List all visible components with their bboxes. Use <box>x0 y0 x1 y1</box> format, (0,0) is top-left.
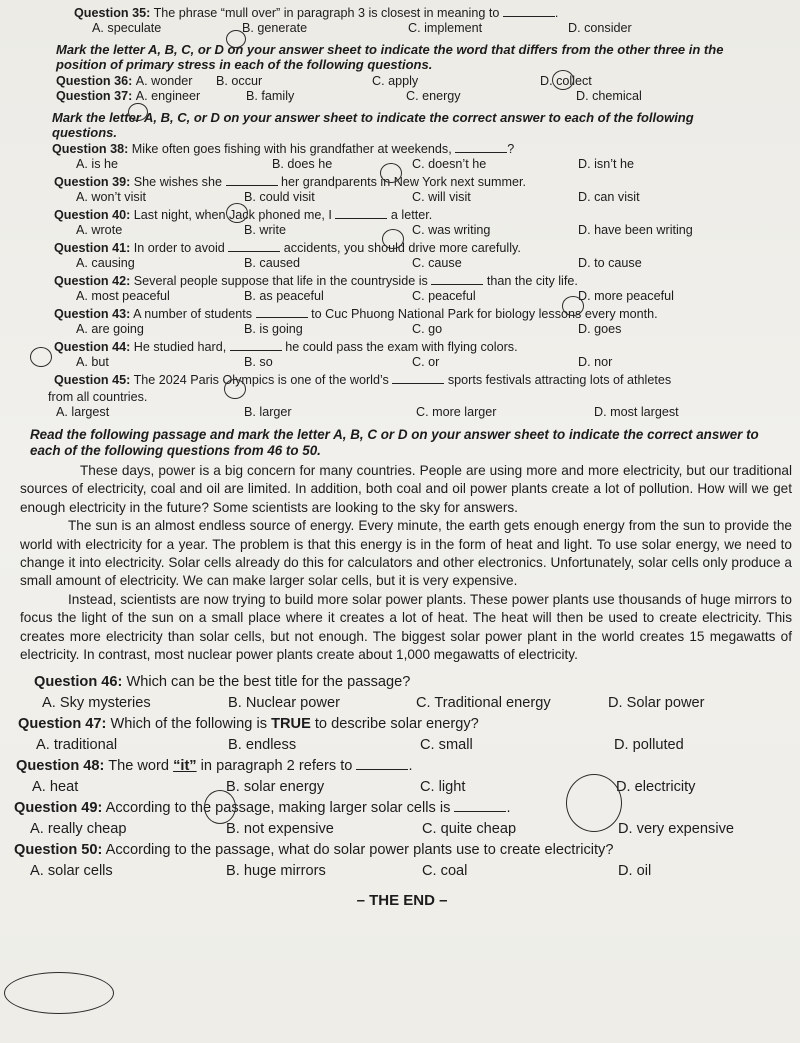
question-text: He studied hard, <box>133 340 227 354</box>
option-d: D. goes <box>578 322 622 336</box>
question-text-tail: he could pass the exam with flying colors. <box>285 340 518 354</box>
question-number: Question 38: <box>52 142 129 156</box>
option-a: A. speculate <box>92 21 162 35</box>
option-b: B. Nuclear power <box>228 695 340 712</box>
question-text-tail: to describe solar energy? <box>314 716 479 733</box>
question-number: Question 43: <box>54 307 131 321</box>
option-d: D. electricity <box>616 779 696 796</box>
option-c: C. quite cheap <box>422 821 517 838</box>
option-d: D. have been writing <box>578 223 693 237</box>
answer-blank <box>230 341 282 351</box>
option-a: A. is he <box>76 157 118 171</box>
reading-passage <box>20 462 792 664</box>
question-text: Which can be the best title for the passage? <box>126 674 411 691</box>
options-50 <box>30 860 790 882</box>
answer-blank <box>226 176 278 186</box>
option-a: A. largest <box>56 405 110 419</box>
options-38 <box>76 157 790 172</box>
options-40 <box>76 223 790 238</box>
option-b: B. generate <box>242 21 308 35</box>
option-a: A. wrote <box>76 223 123 237</box>
options-47 <box>36 734 790 756</box>
option-d: D. more peaceful <box>578 289 674 303</box>
question-text-tail: to Cuc Phuong National Park for biology lessons every month. <box>311 307 658 321</box>
pen-circle-mark <box>380 163 402 183</box>
question-37 <box>56 89 790 104</box>
option-d: D. very expensive <box>618 821 734 838</box>
option-c: C. will visit <box>412 190 471 204</box>
option-b: B. occur <box>216 74 263 88</box>
question-number: Question 46: <box>34 674 123 691</box>
question-text: Which of the following is <box>110 716 268 733</box>
pen-circle-mark <box>224 379 246 399</box>
question-text: Last night, when Jack phoned me, I <box>133 208 332 222</box>
instruction-stress: Mark the letter A, B, C, or D on your answer sheet to indicate the word that differs from the other three in the position of primary stress in each of the following questions. <box>56 42 724 72</box>
answer-blank <box>431 275 483 285</box>
options-41 <box>76 256 790 271</box>
pen-circle-mark <box>226 203 248 223</box>
question-text: According to the passage, making larger solar cells is <box>105 800 451 817</box>
question-text: A number of students <box>133 307 253 321</box>
question-number: Question 40: <box>54 208 131 222</box>
answer-blank <box>335 209 387 219</box>
question-text-tail: a letter. <box>390 208 433 222</box>
option-c: C. peaceful <box>412 289 476 303</box>
question-42 <box>54 274 790 289</box>
option-a: A. Sky mysteries <box>42 695 151 712</box>
instruction-correct-answer: Mark the letter A, B, C, or D on your answer sheet to indicate the correct answer to each of the following questions. <box>52 110 694 140</box>
option-b: B. is going <box>244 322 303 336</box>
question-number: Question 39: <box>54 175 131 189</box>
option-a: A. traditional <box>36 737 118 754</box>
question-44 <box>54 340 790 355</box>
question-number: Question 45: <box>54 373 131 387</box>
option-b: B. solar energy <box>226 779 325 796</box>
answer-blank <box>455 143 507 153</box>
option-a: A. causing <box>76 256 135 270</box>
option-a: A. really cheap <box>30 821 127 838</box>
option-d: D. isn’t he <box>578 157 634 171</box>
option-a: A. but <box>76 355 109 369</box>
option-a: A. wonder <box>135 74 193 88</box>
reading-questions <box>14 672 790 909</box>
question-text: Several people suppose that life in the countryside is <box>133 274 428 288</box>
options-42 <box>76 289 790 304</box>
question-text: She wishes she <box>133 175 222 189</box>
options-44 <box>76 355 790 370</box>
question-43 <box>54 307 790 322</box>
option-b: B. as peaceful <box>244 289 324 303</box>
answer-blank <box>256 308 308 318</box>
pen-circle-mark <box>30 347 52 367</box>
option-d: D. can visit <box>578 190 640 204</box>
option-c: C. implement <box>408 21 483 35</box>
pen-circle-mark <box>226 30 246 48</box>
question-number: Question 36: <box>56 74 133 88</box>
question-number: Question 41: <box>54 241 131 255</box>
question-text: In order to avoid <box>133 241 225 255</box>
option-a: A. most peaceful <box>76 289 170 303</box>
option-c: C. doesn’t he <box>412 157 487 171</box>
question-text: The phrase “mull over” in paragraph 3 is closest in meaning to <box>153 6 500 20</box>
question-text: The 2024 Paris Olympics is one of the world’s <box>133 373 389 387</box>
option-b: B. huge mirrors <box>226 863 326 880</box>
option-b: B. so <box>244 355 273 369</box>
options-39 <box>76 190 790 205</box>
option-c: C. Traditional energy <box>416 695 551 712</box>
option-c: C. more larger <box>416 405 497 419</box>
pen-circle-mark <box>128 103 148 121</box>
option-d: D. polluted <box>614 737 684 754</box>
option-c: C. go <box>412 322 443 336</box>
pen-circle-mark <box>204 790 236 824</box>
option-c: C. coal <box>422 863 468 880</box>
option-c: C. cause <box>412 256 462 270</box>
answer-blank <box>228 242 280 252</box>
question-number: Question 44: <box>54 340 131 354</box>
question-41 <box>54 241 790 256</box>
question-emphasis: TRUE <box>271 716 311 733</box>
question-number: Question 47: <box>18 716 107 733</box>
question-48: Question 48: The word “it” in paragraph 2 refers to . <box>16 758 413 775</box>
question-39 <box>54 175 790 190</box>
option-b: B. does he <box>272 157 333 171</box>
options-48 <box>32 776 790 798</box>
answer-blank <box>454 802 506 812</box>
option-b: B. larger <box>244 405 292 419</box>
question-number: Question 49: <box>14 800 103 817</box>
question-38 <box>52 142 790 157</box>
question-number: Question 35: <box>74 6 151 20</box>
pen-circle-mark <box>4 972 114 1014</box>
question-text: The word <box>108 758 170 775</box>
option-b: B. caused <box>244 256 301 270</box>
option-c: C. small <box>420 737 473 754</box>
question-text-tail: her grandparents in New York next summer. <box>281 175 527 189</box>
option-a: A. heat <box>32 779 79 796</box>
question-text-tail: sports festivals attracting lots of athletes <box>447 373 672 387</box>
question-35: Question 35: The phrase “mull over” in paragraph 3 is closest in meaning to . <box>74 6 559 20</box>
question-49: Question 49: According to the passage, making larger solar cells is . <box>14 800 511 817</box>
pen-circle-mark <box>382 229 404 249</box>
option-d: D. nor <box>578 355 613 369</box>
passage-paragraph-3: Instead, scientists are now trying to build more solar power plants. These power plants use thousands of huge mirrors to focus the light of the sun on a small place where it creates a lot of heat. The heat will then be used to create electricity. This creates more electricity than solar cells, but not enough. The biggest solar power plant in the world creates 15 megawatts of electricity. In contrast, most nuclear power plants create about 1,000 megawatts of electricity. <box>20 591 792 663</box>
option-b: B. write <box>244 223 286 237</box>
option-a: A. won’t visit <box>76 190 146 204</box>
question-40 <box>54 208 790 223</box>
question-text-tail: in paragraph 2 refers to <box>200 758 353 775</box>
pen-circle-mark <box>562 296 584 316</box>
question-text-tail: than the city life. <box>486 274 578 288</box>
passage-paragraph-1: These days, power is a big concern for many countries. People are using more and more electricity, but our traditional sources of electricity, coal and oil are limited. In addition, both coal and oil power plants create a lot of pollution. How will we get enough electricity in the future? Some scientists are looking to the sky for answers. <box>20 463 792 515</box>
option-d: D. Solar power <box>608 695 705 712</box>
question-45 <box>54 373 790 388</box>
passage-paragraph-2: The sun is an almost endless source of energy. Every minute, the earth gets enough energy from the sun to provide the world with electricity for a year. The problem is that this energy is in the form of heat and light. To use solar energy, we need to change it into electricity. Solar cells already do this for calculators and other electronics. Unfortunately, solar cells only produce a small amount of electricity. We can make larger solar cells, but it is very expensive. <box>20 518 792 589</box>
option-b: B. endless <box>228 737 297 754</box>
option-c: C. or <box>412 355 440 369</box>
pen-circle-mark <box>552 70 574 90</box>
question-emphasis: “it” <box>173 758 197 775</box>
question-number: Question 37: <box>56 89 133 103</box>
question-number: Question 48: <box>16 758 105 775</box>
option-d: D. consider <box>568 21 632 35</box>
question-46 <box>34 672 790 692</box>
question-text: According to the passage, what do solar power plants use to create electricity? <box>105 842 614 859</box>
options-43 <box>76 322 790 337</box>
question-number: Question 42: <box>54 274 131 288</box>
question-36 <box>56 74 790 89</box>
question-50 <box>14 840 790 860</box>
option-d: D. chemical <box>576 89 642 103</box>
answer-blank <box>356 760 408 770</box>
option-a: A. engineer <box>135 89 201 103</box>
option-d: D. collect <box>540 74 592 88</box>
end-marker: – THE END – <box>356 892 448 910</box>
option-d: D. most largest <box>594 405 679 419</box>
question-47 <box>18 714 790 734</box>
option-c: C. apply <box>372 74 419 88</box>
question-text: Mike often goes fishing with his grandfather at weekends, <box>131 142 452 156</box>
option-c: C. energy <box>406 89 461 103</box>
answer-blank <box>503 7 555 17</box>
option-a: A. are going <box>76 322 144 336</box>
option-b: B. family <box>246 89 295 103</box>
option-c: C. was writing <box>412 223 491 237</box>
question-text-line2: from all countries. <box>48 390 148 404</box>
options-45 <box>56 405 790 420</box>
option-d: D. oil <box>618 863 652 880</box>
question-text-tail: accidents, you should drive more carefully. <box>283 241 521 255</box>
option-a: A. solar cells <box>30 863 113 880</box>
option-b: B. not expensive <box>226 821 334 838</box>
question-number: Question 50: <box>14 842 103 859</box>
pen-circle-mark <box>566 774 622 832</box>
options-46 <box>42 692 790 714</box>
instruction-reading: Read the following passage and mark the letter A, B, C or D on your answer sheet to indicate the correct answer to each of the following questions from 46 to 50. <box>30 427 759 458</box>
answer-blank <box>392 374 444 384</box>
option-c: C. light <box>420 779 466 796</box>
question-text-tail: ? <box>507 142 515 156</box>
options-49 <box>30 818 790 840</box>
option-b: B. could visit <box>244 190 315 204</box>
options-35 <box>92 21 790 36</box>
option-d: D. to cause <box>578 256 642 270</box>
